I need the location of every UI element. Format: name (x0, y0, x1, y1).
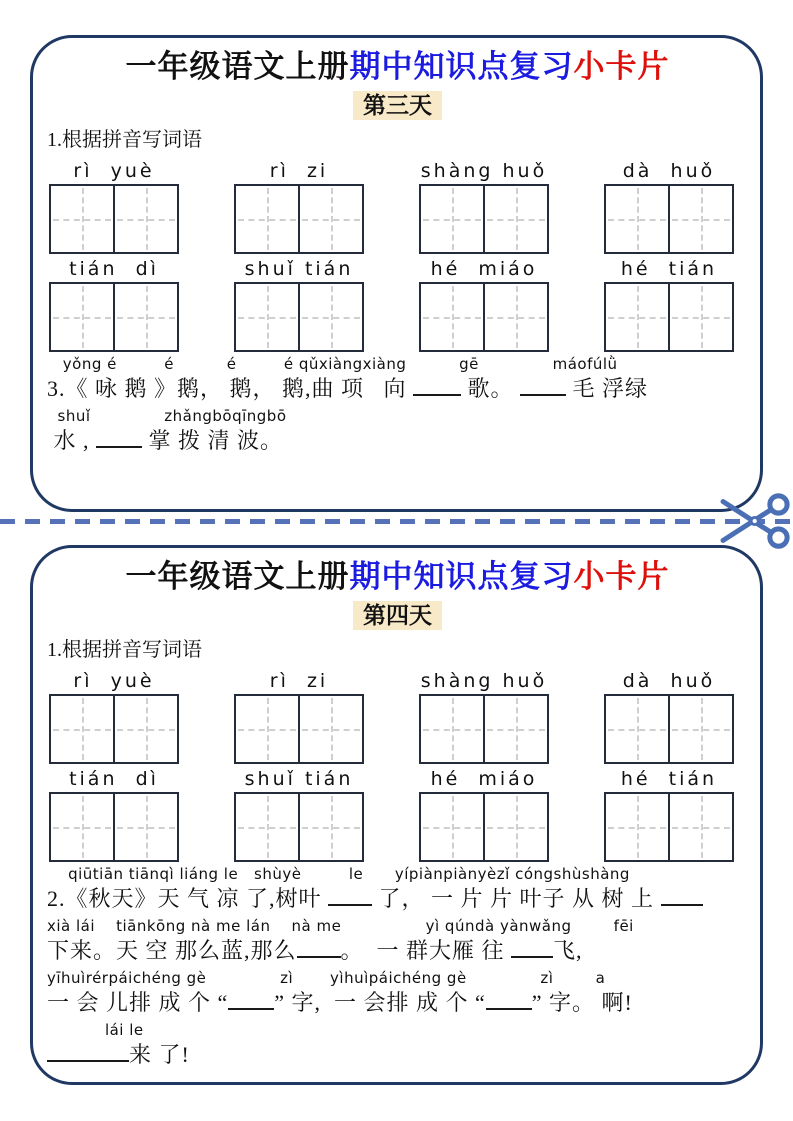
day-badge: 第四天 (353, 601, 442, 630)
word-group (604, 668, 734, 764)
pinyin-label: shuǐ tián (244, 768, 354, 790)
answer-blank (328, 883, 372, 906)
word-group (49, 158, 179, 254)
writing-box-pair (234, 282, 364, 352)
pinyin-label: dà huǒ (622, 160, 716, 182)
writing-box (234, 282, 300, 352)
writing-box (483, 184, 549, 254)
writing-box (483, 792, 549, 862)
pinyin-label: rì yuè (73, 670, 155, 692)
exercise-line (47, 917, 748, 966)
writing-box-pair (419, 282, 549, 352)
exercise-text (47, 373, 748, 404)
exercise-text-segment: 一 会 儿排 成 个 “ (47, 989, 229, 1015)
pinyin-label: dà huǒ (622, 670, 716, 692)
writing-box (113, 694, 179, 764)
word-group (234, 256, 364, 352)
exercise-text (47, 883, 748, 914)
review-card (30, 545, 763, 1085)
exercise-pinyin: lái le (47, 1020, 144, 1039)
word-row (47, 256, 748, 352)
writing-box-pair (49, 282, 179, 352)
cut-line (0, 519, 793, 524)
writing-box (298, 282, 364, 352)
word-row (47, 158, 748, 254)
writing-box (419, 184, 485, 254)
exercise-pinyin: yǒng é é é é qǔxiàngxiàng gē máofúlǜ (47, 355, 618, 373)
writing-box (49, 694, 115, 764)
pinyin-label: hé miáo (430, 768, 538, 790)
writing-box-pair (49, 792, 179, 862)
word-group (49, 256, 179, 352)
card-title-grade: 一年级语文上册 (125, 49, 350, 84)
pinyin-label: rì zi (269, 670, 329, 692)
answer-blank (228, 987, 274, 1010)
writing-box (604, 694, 670, 764)
exercise (47, 355, 748, 456)
writing-box-pair (419, 694, 549, 764)
word-row (47, 766, 748, 862)
pinyin-label: hé tián (620, 768, 718, 790)
card-title-topic: 期中知识点复习 (349, 49, 574, 84)
pinyin-label: rì zi (269, 160, 329, 182)
pinyin-label: tián dì (69, 768, 159, 790)
card-title (47, 554, 748, 600)
writing-box (234, 694, 300, 764)
exercise-text-segment: 2.《秋天》天 气 凉 了,树叶 (47, 885, 329, 911)
word-group (604, 158, 734, 254)
exercise-text-segment: 来 了! (129, 1041, 190, 1067)
exercise-text-segment: 毛 浮绿 (566, 375, 649, 401)
writing-box-pair (234, 792, 364, 862)
exercise-pinyin: xià lái tiānkōng nà me lán nà me yì qúndà yànwǎng fēi (47, 916, 634, 935)
answer-blank (297, 935, 341, 958)
pinyin-label: tián dì (69, 258, 159, 280)
exercise-text-segment: 3.《 咏 鹅 》鹅， 鹅， 鹅,曲 项 向 (47, 375, 414, 401)
exercise-text-segment: 了， 一 片 片 叶子 从 树 上 (372, 885, 661, 911)
writing-box-pair (604, 694, 734, 764)
exercise-text-segment: ” 字。 啊! (531, 989, 633, 1015)
exercise-text-segment: 歌。 (461, 375, 521, 401)
pinyin-label: shuǐ tián (244, 258, 354, 280)
exercise-text-segment: 飞, (553, 937, 583, 963)
word-group (49, 766, 179, 862)
answer-blank (47, 1039, 129, 1062)
writing-box (604, 282, 670, 352)
exercise-text (47, 935, 748, 966)
answer-blank (520, 373, 566, 396)
writing-box (419, 282, 485, 352)
writing-box (419, 792, 485, 862)
answer-blank (96, 425, 142, 448)
exercise (47, 865, 748, 1070)
writing-box (483, 282, 549, 352)
writing-box-pair (234, 694, 364, 764)
card-title-topic: 期中知识点复习 (349, 559, 574, 594)
exercise-line (47, 969, 748, 1018)
exercise-text (47, 987, 748, 1018)
exercise-pinyin: shuǐ zhǎngbōqīngbō (47, 406, 287, 425)
exercise-line (47, 407, 748, 456)
exercise-pinyin: yīhuìrérpáichéng gè zì yìhuìpáichéng gè zì a (47, 968, 606, 987)
card-title-grade: 一年级语文上册 (125, 559, 350, 594)
writing-box (298, 792, 364, 862)
writing-box (234, 792, 300, 862)
answer-blank (413, 373, 461, 396)
writing-box (668, 184, 734, 254)
answer-blank (486, 987, 532, 1010)
word-group (419, 668, 549, 764)
pinyin-label: shàng huǒ (420, 160, 548, 182)
word-group (234, 668, 364, 764)
writing-box (113, 792, 179, 862)
writing-box (419, 694, 485, 764)
writing-box (298, 184, 364, 254)
pinyin-label: hé tián (620, 258, 718, 280)
writing-box-pair (604, 184, 734, 254)
review-card (30, 35, 763, 512)
writing-box (668, 282, 734, 352)
section-label: 1.根据拼音写词语 (47, 129, 202, 151)
writing-box (113, 184, 179, 254)
writing-box (298, 694, 364, 764)
word-group (234, 158, 364, 254)
section-label: 1.根据拼音写词语 (47, 639, 202, 661)
writing-box-pair (234, 184, 364, 254)
writing-box-pair (419, 184, 549, 254)
writing-box (668, 694, 734, 764)
exercise-line (47, 1021, 748, 1070)
writing-box (49, 184, 115, 254)
word-group (604, 766, 734, 862)
exercise-line (47, 865, 748, 914)
exercise-text-segment: ” 字, 一 会排 成 个 “ (274, 989, 486, 1015)
pinyin-label: hé miáo (430, 258, 538, 280)
word-group (234, 766, 364, 862)
day-badge-wrap (47, 91, 748, 124)
writing-box (49, 282, 115, 352)
writing-box (113, 282, 179, 352)
word-group (419, 766, 549, 862)
exercise-text-segment: 水 , (47, 427, 97, 453)
answer-blank (511, 935, 553, 958)
word-row (47, 668, 748, 764)
writing-box-pair (49, 694, 179, 764)
word-group (419, 256, 549, 352)
word-rows (47, 158, 748, 352)
writing-box (483, 694, 549, 764)
scissors-icon (718, 490, 790, 552)
writing-box-pair (604, 792, 734, 862)
exercise-pinyin: qiūtiān tiānqì liáng le shùyè le yípiànpiànyèzǐ cóngshùshàng (47, 865, 630, 883)
pinyin-label: rì yuè (73, 160, 155, 182)
writing-box (49, 792, 115, 862)
writing-box-pair (604, 282, 734, 352)
writing-box (234, 184, 300, 254)
day-badge-wrap (47, 601, 748, 634)
exercise-text (47, 425, 748, 456)
word-group (604, 256, 734, 352)
word-group (49, 668, 179, 764)
answer-blank (661, 883, 703, 906)
exercise-text-segment: 掌 拨 清 波。 (142, 427, 284, 453)
writing-box (604, 184, 670, 254)
writing-box-pair (49, 184, 179, 254)
exercise-text-segment: 下来。天 空 那么蓝,那么 (47, 937, 297, 963)
day-badge: 第三天 (353, 91, 442, 120)
pinyin-label: shàng huǒ (420, 670, 548, 692)
writing-box (668, 792, 734, 862)
writing-box (604, 792, 670, 862)
card-title-suffix: 小卡片 (573, 49, 670, 84)
writing-box-pair (419, 792, 549, 862)
exercise-line (47, 355, 748, 404)
word-group (419, 158, 549, 254)
card-title-suffix: 小卡片 (573, 559, 670, 594)
exercise-text-segment: 。 一 群大雁 往 (340, 937, 512, 963)
exercise-text (47, 1039, 748, 1070)
card-title (47, 44, 748, 90)
word-rows (47, 668, 748, 862)
